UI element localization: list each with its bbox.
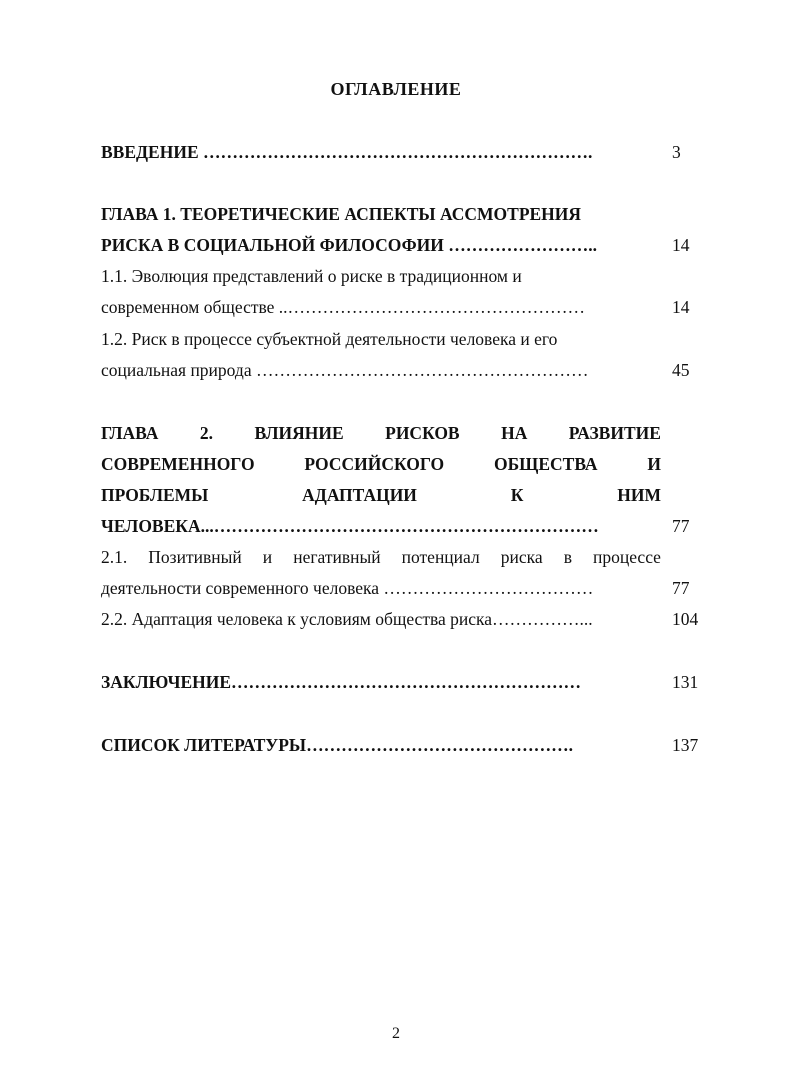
word: в	[563, 547, 572, 567]
toc-section-1-2-line2: социальная природа …………………………………………………	[101, 360, 589, 380]
toc-page-conclusion: 131	[672, 672, 699, 692]
toc-chapter2-title-line4: ЧЕЛОВЕКА...…………………………………………………………	[101, 516, 599, 536]
toc-entry-conclusion: ЗАКЛЮЧЕНИЕ……………………………………………………	[101, 672, 582, 692]
word: негативный	[293, 547, 381, 567]
word: НИМ	[617, 485, 661, 505]
toc-chapter2-title-line3	[101, 483, 661, 507]
toc-page-chapter2: 77	[672, 516, 690, 536]
toc-section-2-2: 2.2. Адаптация человека к условиям общества риска……………...	[101, 609, 593, 629]
toc-entry-introduction: ВВЕДЕНИЕ ………………………………………………………….	[101, 142, 593, 162]
word: ВЛИЯНИЕ	[254, 423, 344, 443]
toc-chapter2-title-line2	[101, 452, 661, 476]
toc-chapter1-title-line1: ГЛАВА 1. ТЕОРЕТИЧЕСКИЕ АСПЕКТЫ АССМОТРЕНИЯ	[101, 204, 582, 224]
word: РОССИЙСКОГО	[304, 454, 445, 474]
word: И	[647, 454, 661, 474]
word: ПРОБЛЕМЫ	[101, 485, 209, 505]
toc-chapter1-title-line2: РИСКА В СОЦИАЛЬНОЙ ФИЛОСОФИИ ……………………..	[101, 235, 597, 255]
toc-section-1-1-line1: 1.1. Эволюция представлений о риске в традиционном и	[101, 266, 522, 286]
word: потенциал	[401, 547, 480, 567]
word: Позитивный	[148, 547, 242, 567]
word: и	[262, 547, 273, 567]
toc-section-1-1-line2: современном обществе ..……………………………………………	[101, 297, 586, 317]
word: процессе	[593, 547, 661, 567]
toc-page-section-1-1: 14	[672, 297, 690, 317]
word: ГЛАВА	[101, 423, 159, 443]
toc-entry-bibliography: СПИСОК ЛИТЕРАТУРЫ……………………………………….	[101, 735, 573, 755]
toc-page-bibliography: 137	[672, 735, 699, 755]
toc-title: ОГЛАВЛЕНИЕ	[330, 79, 462, 99]
toc-section-2-1-line2: деятельности современного человека ………………………………	[101, 578, 594, 598]
toc-page-chapter1: 14	[672, 235, 690, 255]
toc-page-section-2-2: 104	[672, 609, 699, 629]
word: РАЗВИТИЕ	[568, 423, 661, 443]
word: СОВРЕМЕННОГО	[101, 454, 255, 474]
page-number: 2	[392, 1025, 400, 1042]
toc-section-1-2-line1: 1.2. Риск в процессе субъектной деятельности человека и его	[101, 329, 558, 349]
word: 2.	[199, 423, 213, 443]
word: К	[510, 485, 524, 505]
word: ОБЩЕСТВА	[493, 454, 598, 474]
toc-page-section-2-1: 77	[672, 578, 690, 598]
word: РИСКОВ	[385, 423, 460, 443]
toc-chapter2-title-line1	[101, 421, 661, 445]
toc-page-section-1-2: 45	[672, 360, 690, 380]
word: НА	[501, 423, 528, 443]
toc-page-introduction: 3	[672, 142, 681, 162]
word: АДАПТАЦИИ	[302, 485, 417, 505]
word: 2.1.	[101, 547, 128, 567]
word: риска	[500, 547, 543, 567]
toc-section-2-1-line1	[101, 545, 661, 569]
